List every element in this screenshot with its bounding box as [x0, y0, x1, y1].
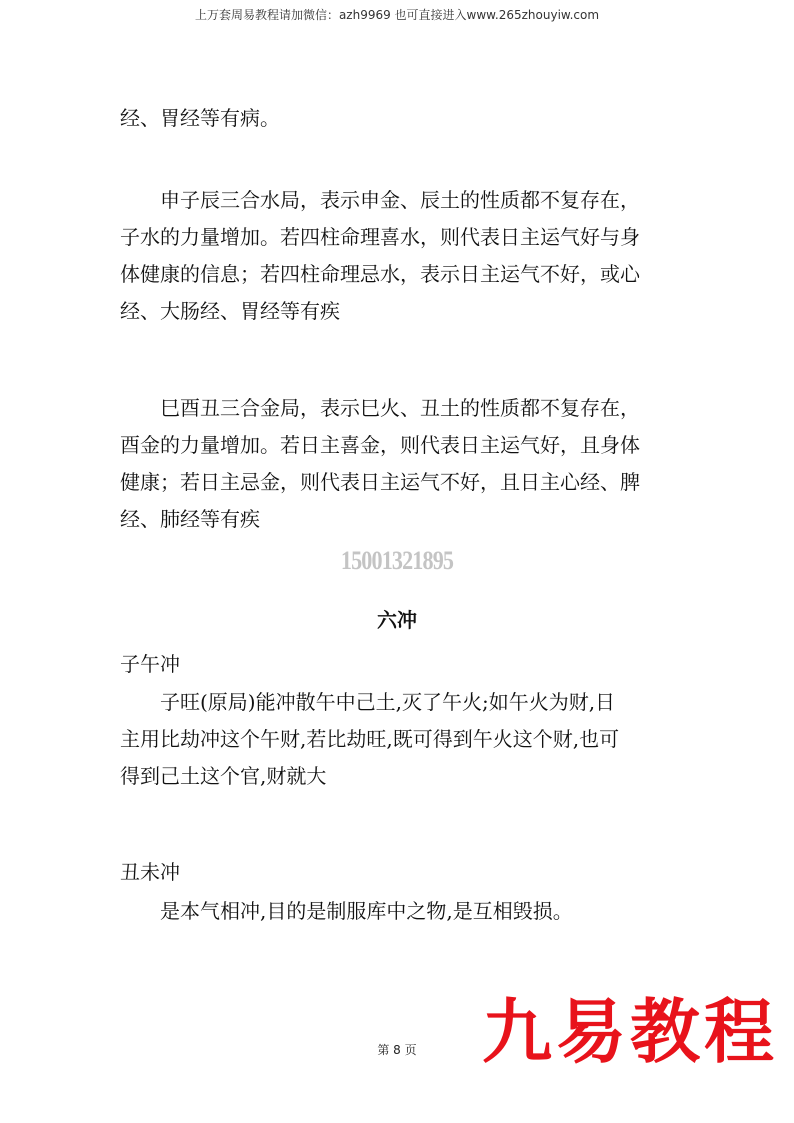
paragraph-chou-wei: [120, 893, 680, 930]
page-header: 上万套周易教程请加微信：azh9969 也可直接进入www.265zhouyiw.com: [194, 8, 600, 22]
paragraph-line: 主用比劫冲这个午财,若比劫旺,既可得到午火这个财,也可: [120, 727, 620, 751]
section-title: 六冲: [377, 608, 417, 632]
paragraph-line: 经、胃经等有病。: [120, 106, 280, 130]
paragraph-line: 经、大肠经、胃经等有疾: [120, 299, 340, 323]
paragraph-2: [120, 182, 680, 330]
paragraph-line: 健康；若日主忌金，则代表日主运气不好，且日主心经、脾: [120, 470, 640, 494]
paragraph-line: 申子辰三合水局，表示申金、辰土的性质都不复存在，: [160, 188, 640, 212]
page-number: 第 8 页: [377, 1043, 417, 1057]
subheading-chou-wei: 丑未冲: [120, 860, 180, 884]
paragraph-1: [120, 100, 680, 137]
paragraph-line: 得到己土这个官,财就大: [120, 764, 327, 788]
paragraph-line: 子旺(原局)能冲散午中己土,灭了午火;如午火为财,日: [160, 690, 616, 714]
paragraph-line: 经、肺经等有疾: [120, 507, 260, 531]
paragraph-line: 巳酉丑三合金局，表示巳火、丑土的性质都不复存在，: [160, 396, 640, 420]
paragraph-3: [120, 390, 680, 538]
paragraph-zi-wu: [120, 684, 680, 795]
paragraph-line: 是本气相冲,目的是制服库中之物,是互相毁损。: [160, 899, 573, 923]
phone-watermark: 15001321895: [340, 546, 454, 575]
paragraph-line: 子水的力量增加。若四柱命理喜水，则代表日主运气好与身: [120, 225, 640, 249]
subheading-zi-wu: 子午冲: [120, 652, 180, 676]
paragraph-line: 酉金的力量增加。若日主喜金，则代表日主运气好，且身体: [120, 433, 640, 457]
brand-logo-watermark: 九易教程: [482, 991, 778, 1073]
paragraph-line: 体健康的信息；若四柱命理忌水，表示日主运气不好，或心: [120, 262, 640, 286]
